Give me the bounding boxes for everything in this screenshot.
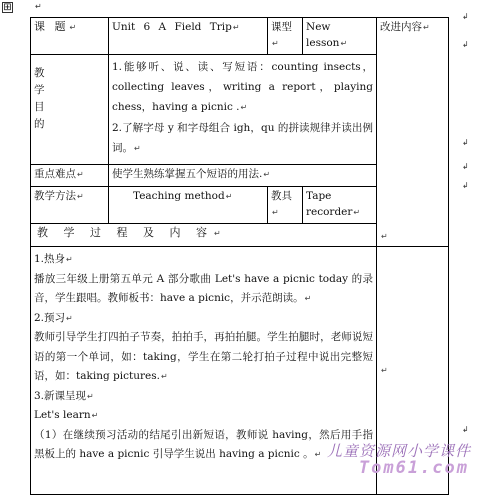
process-improvement-cell[interactable]: ↵ (377, 247, 449, 495)
lets-learn-heading: Let's learn↵ (34, 409, 99, 421)
objective-1: 1.能够听、说、读、写短语：counting insects，collecting leaves，writing a report，playing chess，having a picnic .↵ (112, 61, 373, 114)
row-end-mark-icon: ↲ (462, 425, 469, 434)
paragraph-mark-icon: ↵ (35, 2, 42, 11)
objectives-content-cell[interactable] (109, 55, 377, 165)
step-warmup-heading: 1.热身↵ (34, 253, 73, 265)
aids-value-cell[interactable]: Tape recorder↵ (303, 186, 377, 223)
row-end-mark-icon: ↲ (462, 162, 469, 171)
step-warmup-text: 播放三年级上册第五单元 A 部分歌曲 Let's have a picnic today 的录音，学生跟唱。教师板书：have a picnic，并示范朗读。↵ (34, 272, 373, 304)
step-presentation-text: （1）在继续预习活动的结尾引出新短语，教师说 having，然后用手指黑板上的 have a picnic 引导学生说出 having a picnic 。↵ (34, 428, 373, 460)
key-points-label-cell: 重点难点↵ (31, 165, 109, 187)
row-end-mark-icon: ↲ (462, 40, 469, 49)
lesson-plan-table (30, 17, 449, 495)
table-move-handle[interactable]: ⊞ (3, 2, 12, 13)
site-watermark (300, 440, 475, 478)
step-preview-heading: 2.预习↵ (34, 311, 73, 324)
step-preview-text: 教师引导学生打四拍子节奏，拍拍手，再拍拍腿。学生拍腿时，老师说短语的第一个单词，如：taking，学生在第二轮打拍子过程中说出完整短语，如：taking pictures.↵ (34, 331, 373, 382)
type-label-cell: 课型↵ (268, 18, 303, 55)
improvement-column[interactable]: 改进内容↵ ↵ (377, 18, 449, 247)
type-value-cell[interactable]: New lesson↵ (303, 18, 377, 55)
method-label-cell: 教学方法↵ (31, 186, 109, 223)
title-value-cell[interactable]: Unit 6 A Field Trip↵ (109, 18, 268, 55)
aids-label-cell: 教具↵ (268, 186, 303, 223)
corner-mark-icon: ↲ (462, 12, 469, 21)
method-value-cell[interactable]: Teaching method↵ (109, 186, 268, 223)
objective-2: 2.了解字母 y 和字母组合 igh，qu 的拼读规律并读出例词。↵ (112, 122, 373, 155)
objectives-label-cell: 教 学 目 的 (31, 55, 109, 165)
title-label-cell: 课 题↵ (31, 18, 109, 55)
watermark-title: 儿童资源网小学课件 (326, 442, 471, 460)
watermark-url: Tom61.com (358, 458, 469, 478)
row-end-mark-icon: ↲ (462, 138, 469, 147)
key-points-value-cell[interactable]: 使学生熟练掌握五个短语的用法.↵ (109, 165, 377, 187)
step-presentation-heading: 3.新课呈现↵ (34, 389, 94, 402)
process-heading-cell: 教 学 过 程 及 内 容↵ (31, 224, 377, 247)
row-end-mark-icon: ↲ (462, 181, 469, 190)
